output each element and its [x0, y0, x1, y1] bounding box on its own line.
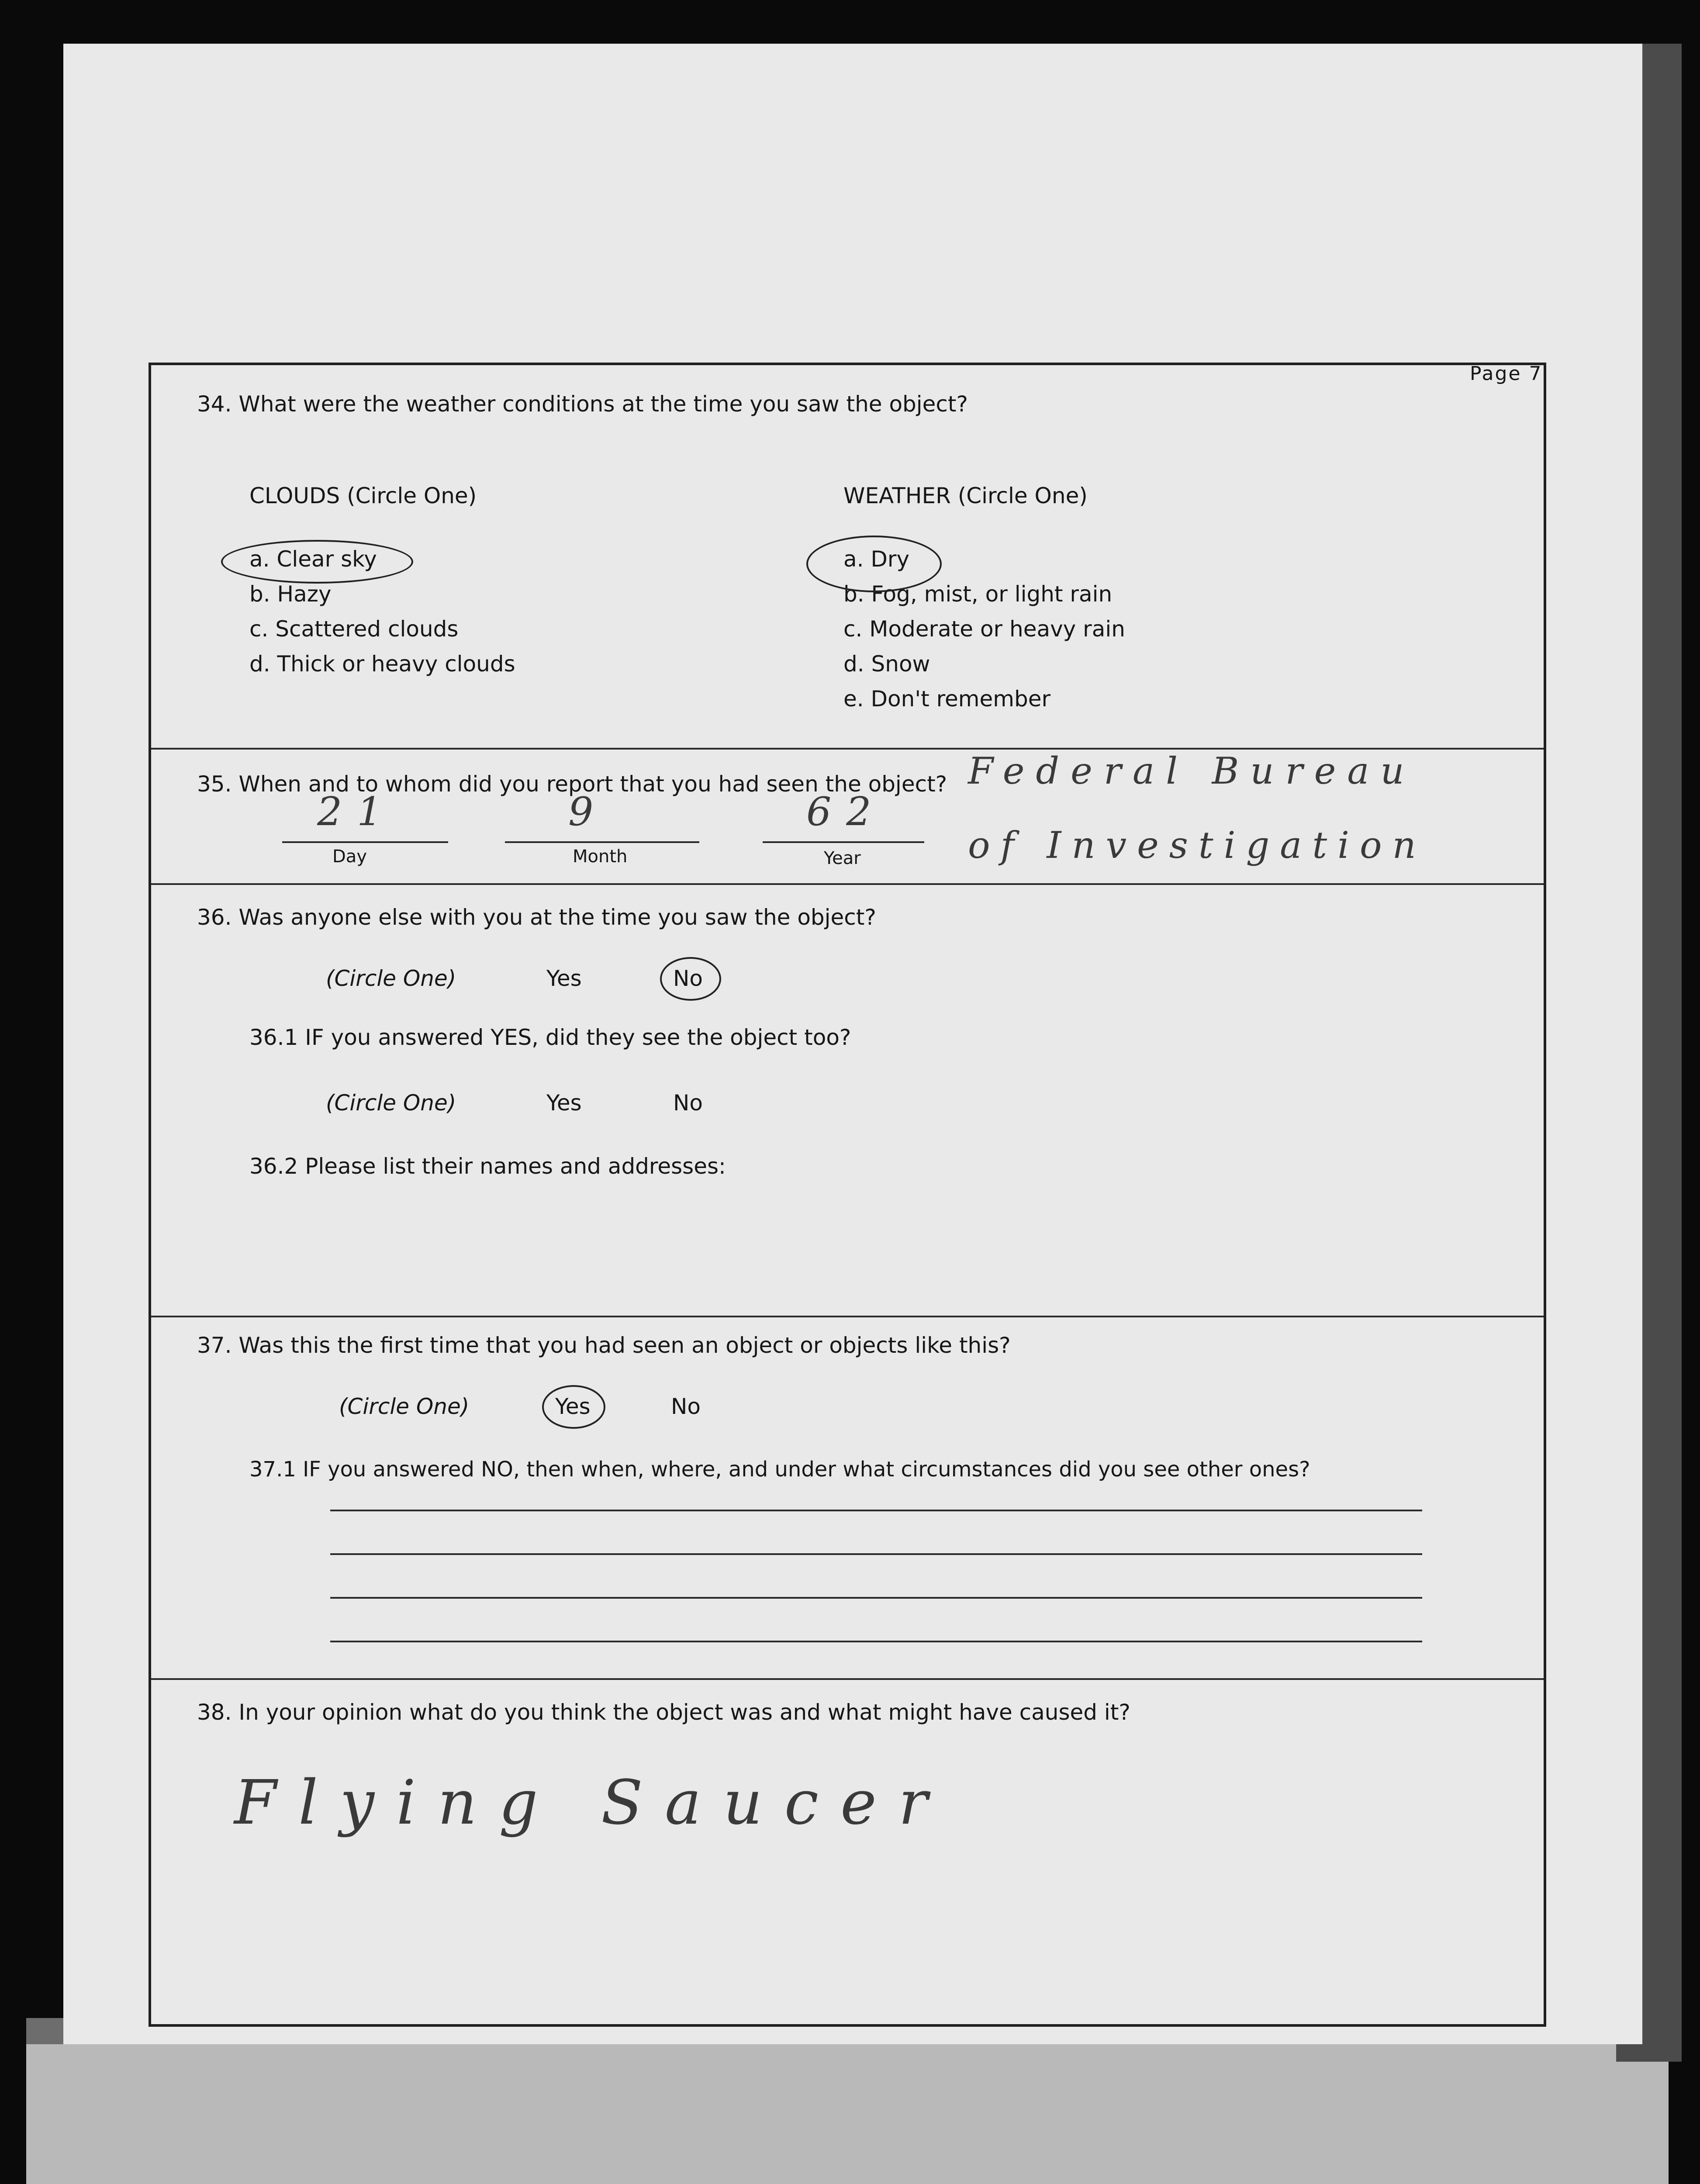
q37-answer-line-3[interactable]: [330, 1597, 1422, 1599]
report-agency-line2[interactable]: of Investigation: [968, 824, 1427, 867]
question-37-1-text: 37.1 IF you answered NO, then when, where, and under what circumstances did you see other ones?: [249, 1457, 1310, 1482]
clouds-selection-circle: [221, 540, 413, 584]
q38-answer[interactable]: Flying Saucer: [234, 1767, 950, 1838]
film-lower-strip: [26, 2044, 1669, 2184]
question-35-text: 35. When and to whom did you report that you had seen the object?: [197, 771, 947, 797]
clouds-option-thick[interactable]: d. Thick or heavy clouds: [249, 651, 515, 677]
question-34-text: 34. What were the weather conditions at the time you saw the object?: [197, 391, 968, 417]
question-38-section: [151, 1680, 1544, 2025]
question-37-section: [151, 1317, 1544, 1680]
q36-circle-one-label: (Circle One): [326, 966, 456, 991]
clouds-option-scattered[interactable]: c. Scattered clouds: [249, 616, 459, 642]
q37-answer-line-1[interactable]: [330, 1510, 1422, 1511]
clouds-option-hazy[interactable]: b. Hazy: [249, 581, 332, 607]
weather-option-moderate[interactable]: c. Moderate or heavy rain: [843, 616, 1125, 642]
clouds-option-clear-sky[interactable]: a. Clear sky: [249, 546, 377, 572]
question-36-1-text: 36.1 IF you answered YES, did they see the object too?: [249, 1025, 851, 1050]
q36-no-option[interactable]: No: [673, 966, 703, 991]
report-month-value[interactable]: 9: [568, 789, 608, 835]
weather-option-dont-remember[interactable]: e. Don't remember: [843, 686, 1051, 712]
q36-yes-option[interactable]: Yes: [546, 966, 582, 991]
q36-1-no-option[interactable]: No: [673, 1090, 703, 1116]
question-38-text: 38. In your opinion what do you think the object was and what might have caused it?: [197, 1700, 1130, 1725]
q37-circle-one-label: (Circle One): [339, 1394, 470, 1419]
weather-selection-circle: [806, 536, 942, 592]
q37-answer-line-2[interactable]: [330, 1553, 1422, 1555]
page-number: Page 7: [1470, 363, 1543, 385]
clouds-heading: CLOUDS (Circle One): [249, 483, 477, 508]
year-label: Year: [824, 848, 861, 868]
question-35-section: [151, 750, 1544, 885]
year-line: [763, 841, 924, 843]
weather-option-dry[interactable]: a. Dry: [843, 546, 910, 572]
questionnaire-form: [149, 363, 1546, 2027]
month-label: Month: [573, 847, 628, 867]
report-day-value[interactable]: 21: [317, 789, 397, 835]
q36-1-circle-one-label: (Circle One): [326, 1090, 456, 1116]
q36-selection-circle: [660, 957, 721, 1001]
question-37-text: 37. Was this the first time that you had seen an object or objects like this?: [197, 1333, 1011, 1358]
q36-1-yes-option[interactable]: Yes: [546, 1090, 582, 1116]
question-36-2-text: 36.2 Please list their names and addresses:: [249, 1154, 726, 1179]
question-36-text: 36. Was anyone else with you at the time you saw the object?: [197, 905, 876, 930]
question-34-section: [151, 365, 1544, 750]
report-year-value[interactable]: 62: [806, 789, 886, 835]
weather-option-fog[interactable]: b. Fog, mist, or light rain: [843, 581, 1113, 607]
q37-selection-circle: [542, 1385, 605, 1429]
q37-answer-line-4[interactable]: [330, 1641, 1422, 1642]
q37-no-option[interactable]: No: [671, 1394, 701, 1419]
question-36-section: [151, 885, 1544, 1317]
day-line: [282, 841, 448, 843]
weather-heading: WEATHER (Circle One): [843, 483, 1088, 508]
month-line: [505, 841, 699, 843]
day-label: Day: [332, 847, 367, 867]
report-agency-line1[interactable]: Federal Bureau: [968, 750, 1416, 792]
q37-yes-option[interactable]: Yes: [555, 1394, 591, 1419]
weather-option-snow[interactable]: d. Snow: [843, 651, 930, 677]
